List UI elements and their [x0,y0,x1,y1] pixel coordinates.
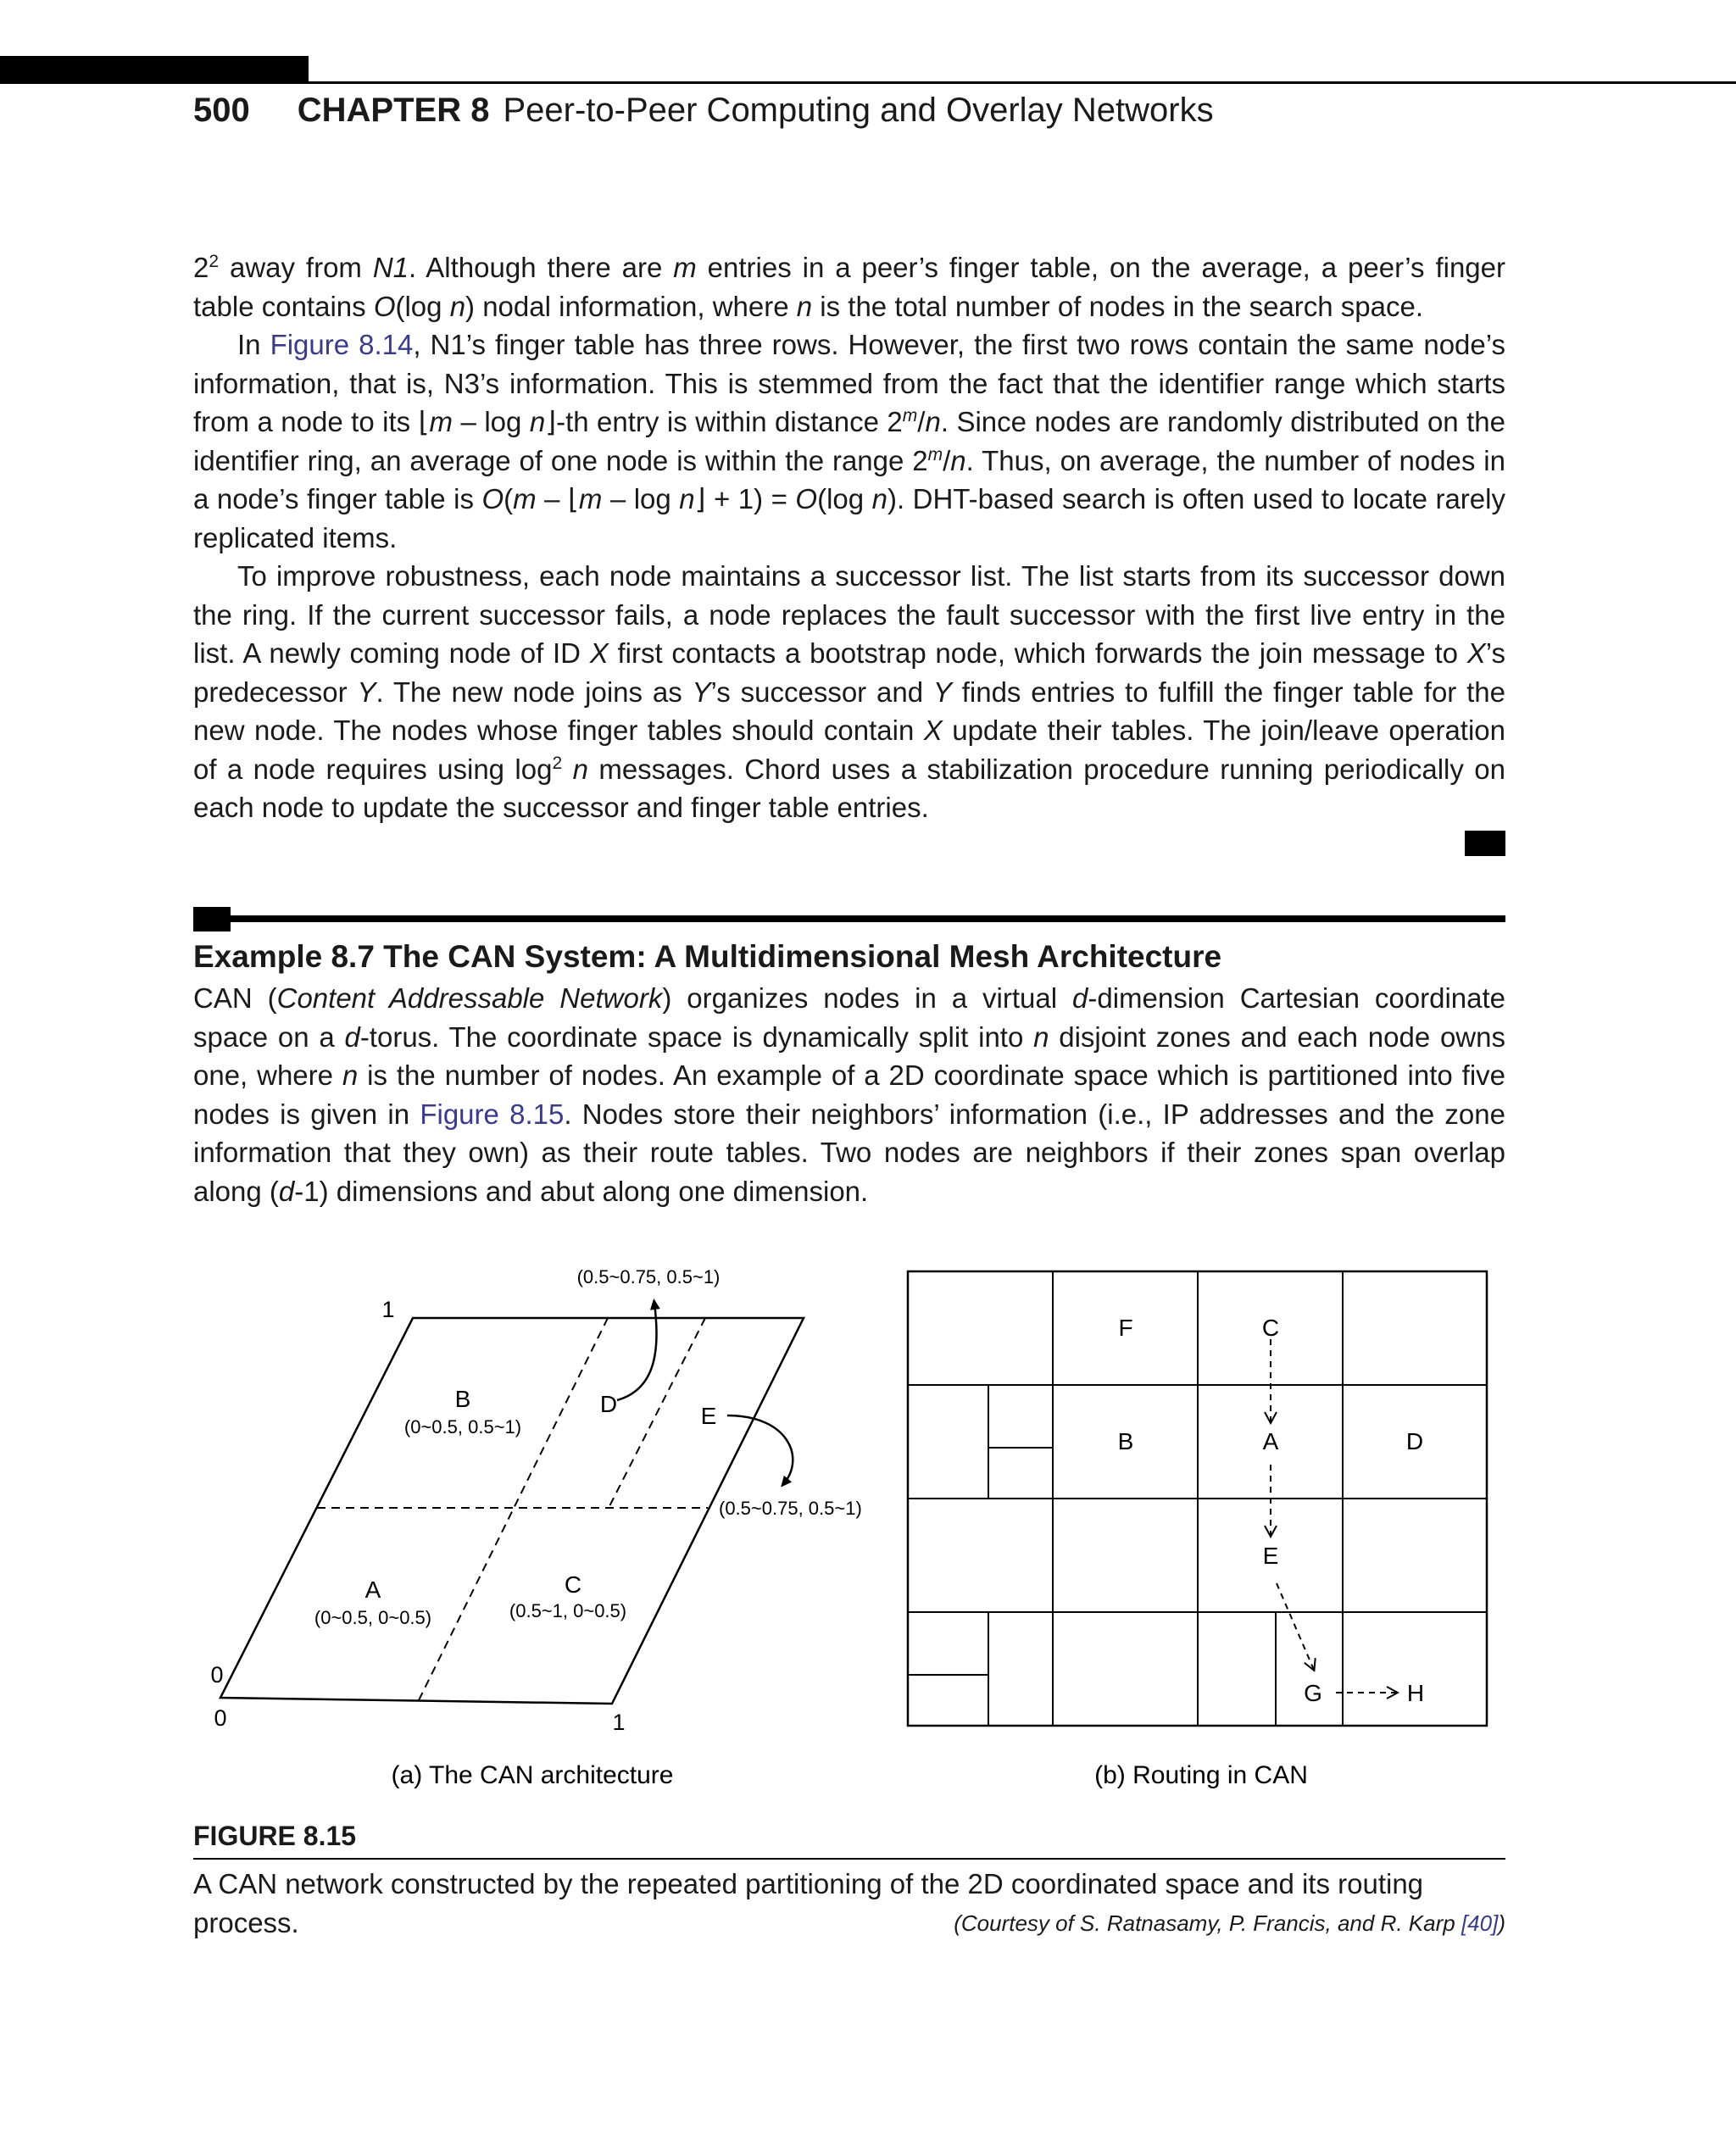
italic-run: Y [357,676,376,708]
italic-run: X [923,715,943,746]
text-run: – log [602,483,680,514]
italic-superscript: m [927,444,943,464]
paragraph-2 [193,325,1505,557]
italic-run: n [950,444,966,476]
paragraph-1 [193,248,1505,325]
node-label-h: H [1406,1680,1425,1706]
text-run: . Nodes store their neighbors’ information (i.e., IP addresses and the zone information that they own) as their route tables. Two nodes are neighbors if their zones span overlap along ( [193,1098,1505,1207]
zone-b-label: B [454,1386,471,1412]
zone-c-label: C [564,1571,582,1598]
figure-caption: A CAN network constructed by the repeated partitioning of the 2D coordinated space and its routing process. [193,1868,1424,1938]
axis-label-1-top: 1 [381,1297,395,1322]
zone-a-label: A [364,1577,381,1603]
text-run: ⌋-th entry is within distance 2 [545,406,903,437]
figure-number: FIGURE 8.15 [193,1821,357,1851]
node-label-c: C [1261,1315,1280,1341]
text-run: -dimension Cartesian coordinate space on a [193,982,1505,1053]
text-run: is the total number of nodes in the search space. [812,290,1424,322]
italic-run: Y [692,676,711,708]
figure-8-15 [0,1254,1736,1814]
text-run: ). DHT-based search is often used to locate rarely replicated items. [193,483,1505,553]
caption-b: (b) Routing in CAN [1094,1761,1308,1789]
can-routing-diagram [908,1271,1487,1726]
italic-run: d [1072,982,1088,1014]
text-run: ) nodal information, where [465,290,797,322]
running-header [193,92,1214,130]
zone-d-label: D [599,1391,618,1417]
zone-c-range: (0.5~1, 0~0.5) [509,1600,627,1621]
text-run: . Since nodes are randomly distributed on the identifier ring, an average of one node is within the range 2 [193,406,1505,476]
node-label-b: B [1117,1428,1134,1454]
italic-run: X [589,637,609,669]
credit-paren-close: ) [1498,1910,1505,1936]
arrow-e-to-right [727,1415,793,1483]
text-run: . The new node joins as [376,676,693,708]
text-run: (log [395,290,450,322]
axis-label-1-bottom: 1 [612,1710,626,1735]
text-run: finds entries to fulfill the finger table for the new node. The nodes whose finger tables should contain [193,676,1505,746]
page-number: 500 [193,92,250,129]
caption-a: (a) The CAN architecture [391,1761,674,1789]
text-run: / [917,406,926,437]
header-rule [309,81,1736,84]
vertical-split [418,1318,608,1702]
axis-label-0-left: 0 [210,1662,224,1688]
text-run [562,754,572,785]
end-of-section-mark [1465,831,1505,856]
text-run: update their tables. The join/leave operation of a node requires using log [193,715,1506,785]
italic-run: n [529,406,546,437]
figure-link[interactable]: Figure 8.15 [420,1098,565,1130]
italic-run: m [429,406,453,437]
italic-run: Y [932,676,952,708]
text-run: ( [504,483,514,514]
coordinate-space-outline [220,1318,804,1704]
italic-run: d [278,1175,295,1207]
label-top-range: (0.5~0.75, 0.5~1) [576,1266,721,1287]
text-run: disjoint zones and each node owns one, where [193,1020,1505,1091]
italic-run: X [1466,637,1486,669]
italic-run: O [481,483,504,514]
credit-text: Courtesy of S. Ratnasamy, P. Francis, and R. Karp [960,1910,1461,1936]
italic-run: n [1033,1020,1049,1053]
node-label-f: F [1118,1315,1133,1341]
text-run: / [943,444,951,476]
paragraph-3 [193,557,1505,827]
chapter-title: Peer-to-Peer Computing and Overlay Networks [503,92,1214,129]
text-run: CAN ( [193,982,277,1014]
text-run: ’s predecessor [193,637,1505,708]
example-rule [193,915,1505,922]
italic-superscript: m [902,406,918,425]
axis-label-0-bottom: 0 [214,1705,227,1731]
italic-run: n [796,290,813,322]
italic-run: d [344,1020,360,1053]
text-run: entries in a peer’s finger table, on the average, a peer’s finger table contains [193,252,1505,322]
can-architecture-diagram [210,1266,861,1789]
chapter-label: CHAPTER 8 [297,92,490,129]
node-label-d: D [1405,1428,1424,1454]
header-bar-thick [0,56,309,84]
text-run: (log [817,483,872,514]
text-run: away from [219,252,373,283]
text-run: ’s successor and [710,676,933,708]
node-label-e: E [1262,1543,1279,1569]
text-run: . Thus, on average, the number of nodes in a node’s finger table is [193,444,1505,514]
italic-run: O [795,483,818,514]
italic-run: n [449,290,466,322]
citation-link[interactable]: [40] [1461,1910,1499,1936]
text-run: 2 [193,252,209,283]
italic-run: n [679,483,695,514]
text-run: . Although there are [409,252,674,283]
superscript: 2 [552,753,563,773]
italic-run: n [925,406,941,437]
text-run: ⌋ + 1) = [694,483,796,514]
text-run: -1) dimensions and abut along one dimension. [294,1175,869,1207]
zone-b-range: (0~0.5, 0.5~1) [403,1416,522,1438]
italic-run: m [513,483,537,514]
text-run: In [237,329,270,360]
text-run: is the number of nodes. An example of a 2D coordinate space which is partitioned into five nodes is given in [193,1059,1505,1130]
italic-run: n [342,1059,359,1091]
route-arrow-e-to-g [1277,1583,1314,1670]
figure-credit [193,1910,1505,1937]
figure-link[interactable]: Figure 8.14 [270,329,414,360]
zone-e-label: E [700,1403,717,1429]
example-paragraph [193,979,1505,1210]
italic-run: m [673,252,697,283]
node-label-g: G [1304,1680,1322,1706]
figure-rule [193,1858,1505,1860]
example-title: Example 8.7 The CAN System: A Multidimensional Mesh Architecture [193,939,1222,974]
zone-a-range: (0~0.5, 0~0.5) [314,1607,432,1628]
superscript: 2 [209,252,220,271]
node-label-a: A [1262,1428,1279,1454]
italic-run: O [373,290,396,322]
text-run: , N1’s finger table has three rows. However, the first two rows contain the same node’s information, that is, N3’s information. This is stemmed from the fact that the identifier range which starts from a node to its ⌊ [193,329,1505,437]
italic-run: Content Addressable Network [276,982,663,1014]
text-run: – ⌊ [536,483,579,514]
credit-paren-open: ( [954,1910,961,1936]
text-run: – log [453,406,530,437]
text-run: To improve robustness, each node maintains a successor list. The list starts from its successor down the ring. If the current successor fails, a node replaces the fault successor with the first live entry in the list. A newly coming node of ID [193,560,1505,669]
example-body [193,979,1505,1210]
italic-run: n [871,483,887,514]
italic-run: N1 [372,252,409,283]
italic-run: n [572,753,588,785]
text-run: -torus. The coordinate space is dynamically split into [359,1020,1034,1053]
text-run: ) organizes nodes in a virtual [662,982,1073,1014]
text-run: first contacts a bootstrap node, which forwards the join message to [608,637,1467,669]
body-text [193,248,1505,827]
text-run: messages. Chord uses a stabilization procedure running periodically on each node to update the successor and finger table entries. [193,753,1505,823]
italic-run: m [578,483,603,514]
label-right-range: (0.5~0.75, 0.5~1) [719,1498,862,1519]
